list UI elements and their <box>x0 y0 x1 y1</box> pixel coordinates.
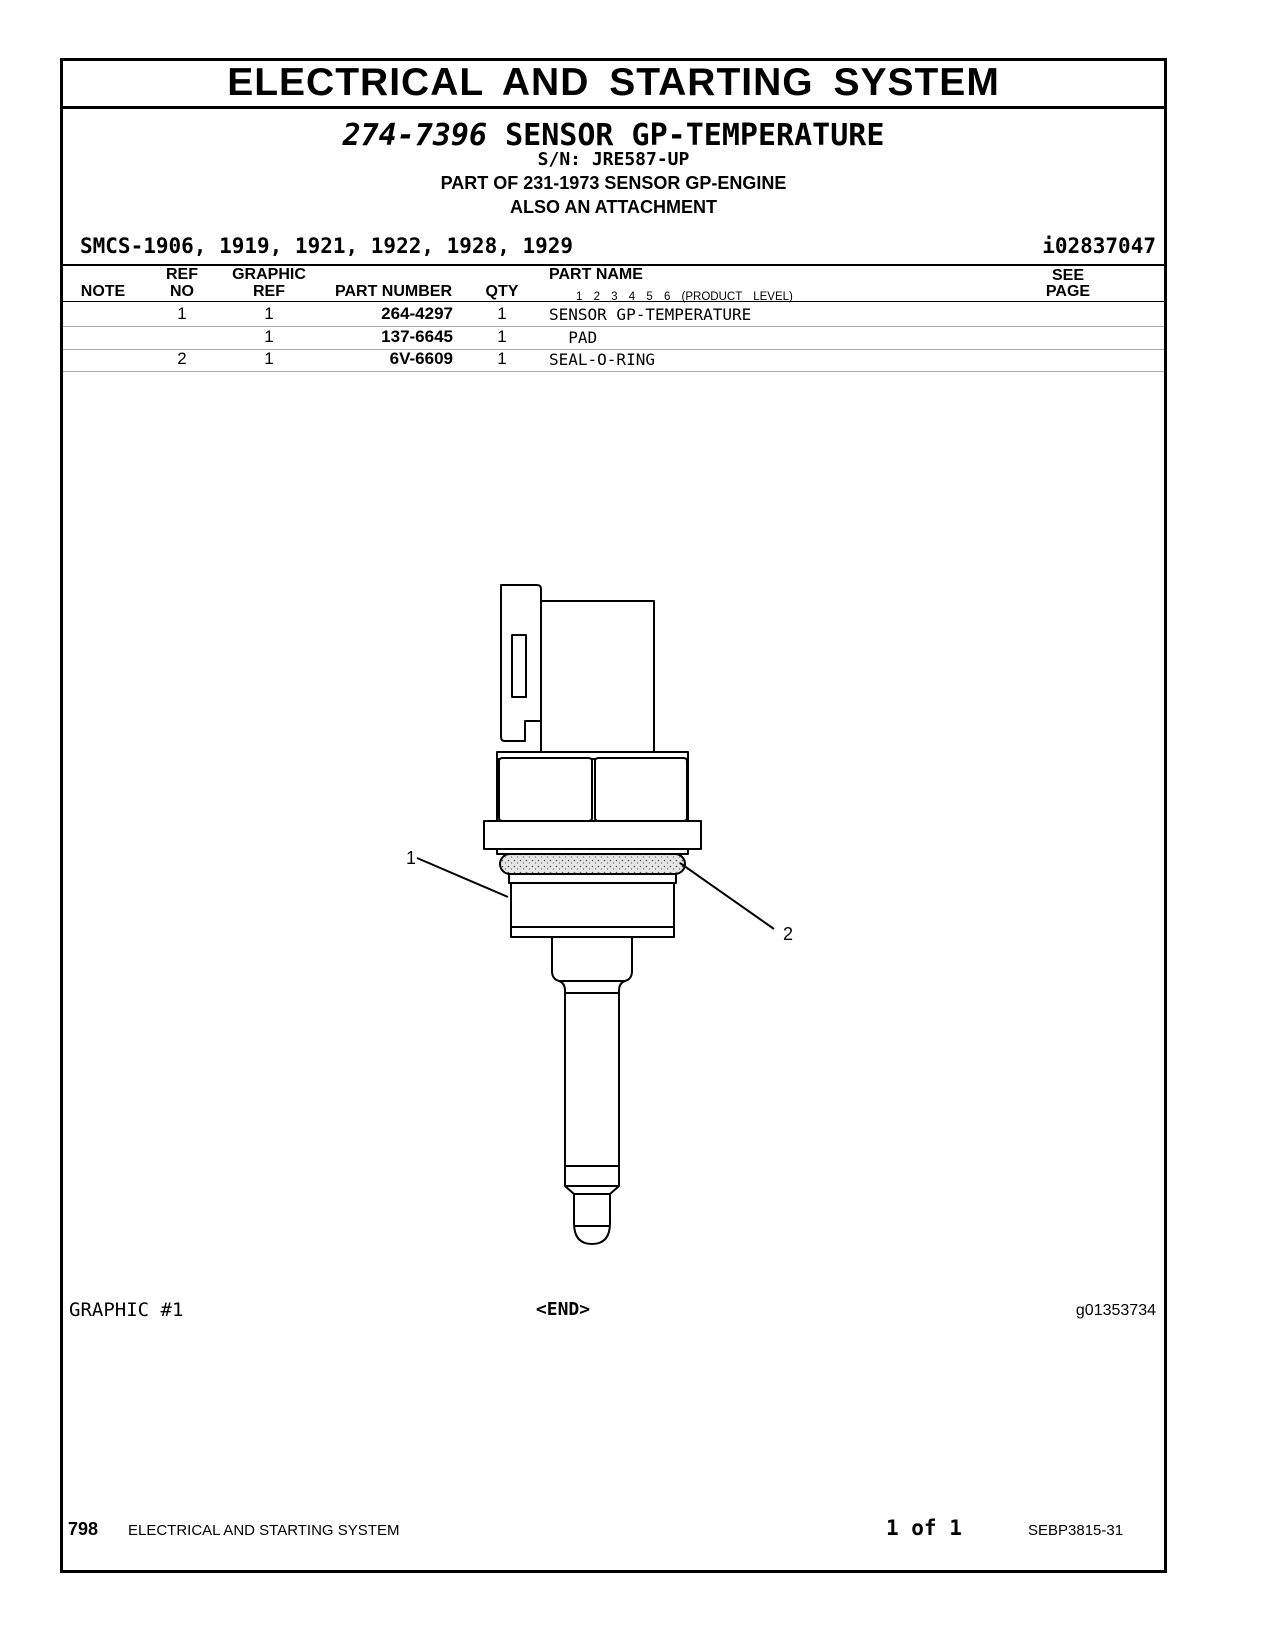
row-part-name: SENSOR GP-TEMPERATURE <box>549 305 752 324</box>
row-graphic-ref: 1 <box>264 304 274 323</box>
callout-2-leader <box>680 863 774 929</box>
row-graphic-ref: 1 <box>264 349 274 368</box>
footer-page-of: 1 of 1 <box>886 1516 962 1540</box>
page-frame <box>60 58 1167 1573</box>
end-marker: <END> <box>535 1299 591 1320</box>
row-part-number: 6V-6609 <box>389 349 453 368</box>
header-graphic-ref-2: REF <box>253 283 285 300</box>
sensor-neck <box>552 937 632 1166</box>
callout-1-label: 1 <box>406 848 417 868</box>
graphic-number: g01353734 <box>1075 1302 1156 1319</box>
row-ref-no: 2 <box>177 349 187 368</box>
row-qty: 1 <box>497 304 507 323</box>
header-part-number: PART NUMBER <box>334 283 453 300</box>
part-number-title: 274-7396 <box>342 118 488 153</box>
sensor-body <box>511 883 674 937</box>
row-ref-no: 1 <box>177 304 187 323</box>
row-part-number: 137-6645 <box>381 327 453 346</box>
connector-body <box>541 601 654 752</box>
part-of-line: PART OF 231-1973 SENSOR GP-ENGINE <box>440 173 787 193</box>
graphic-label: GRAPHIC #1 <box>69 1299 184 1321</box>
footer-page-number: 798 <box>68 1519 99 1539</box>
row-part-number: 264-4297 <box>381 304 453 323</box>
header-see-page-2: PAGE <box>1045 283 1091 300</box>
row-part-name: PAD <box>549 328 598 347</box>
header-graphic-ref-1: GRAPHIC <box>232 266 306 283</box>
footer-doc-number: SEBP3815-31 <box>1028 1522 1124 1539</box>
attachment-line: ALSO AN ATTACHMENT <box>510 197 717 217</box>
header-part-name: PART NAME <box>549 266 643 283</box>
serial-range: S/N: JRE587-UP <box>537 149 690 170</box>
latch-window <box>512 635 526 697</box>
callout-2-label: 2 <box>783 924 794 944</box>
row-qty: 1 <box>497 349 507 368</box>
header-qty: QTY <box>485 283 519 300</box>
illustration-id: i02837047 <box>1042 234 1156 258</box>
row-qty: 1 <box>497 327 507 346</box>
header-see-page-1: SEE <box>1051 267 1084 284</box>
header-ref-no-1: REF <box>166 266 198 283</box>
smcs-codes: SMCS-1906, 1919, 1921, 1922, 1928, 1929 <box>80 234 574 258</box>
footer-section-name: ELECTRICAL AND STARTING SYSTEM <box>128 1522 400 1539</box>
row-part-name: SEAL-O-RING <box>549 350 655 369</box>
row-graphic-ref: 1 <box>264 327 274 346</box>
header-ref-no-2: NO <box>170 283 194 300</box>
probe-tip <box>565 1166 619 1244</box>
header-product-levels: 1 2 3 4 5 6 (PRODUCT LEVEL) <box>576 291 793 303</box>
seal-o-ring <box>500 854 685 874</box>
part-name-title: SENSOR GP-TEMPERATURE <box>505 118 885 153</box>
section-title: ELECTRICAL AND STARTING SYSTEM <box>63 61 1164 109</box>
flange <box>484 821 701 849</box>
header-note: NOTE <box>80 283 126 300</box>
callout-1-leader <box>417 858 508 897</box>
sensor-drawing <box>63 61 1164 1570</box>
